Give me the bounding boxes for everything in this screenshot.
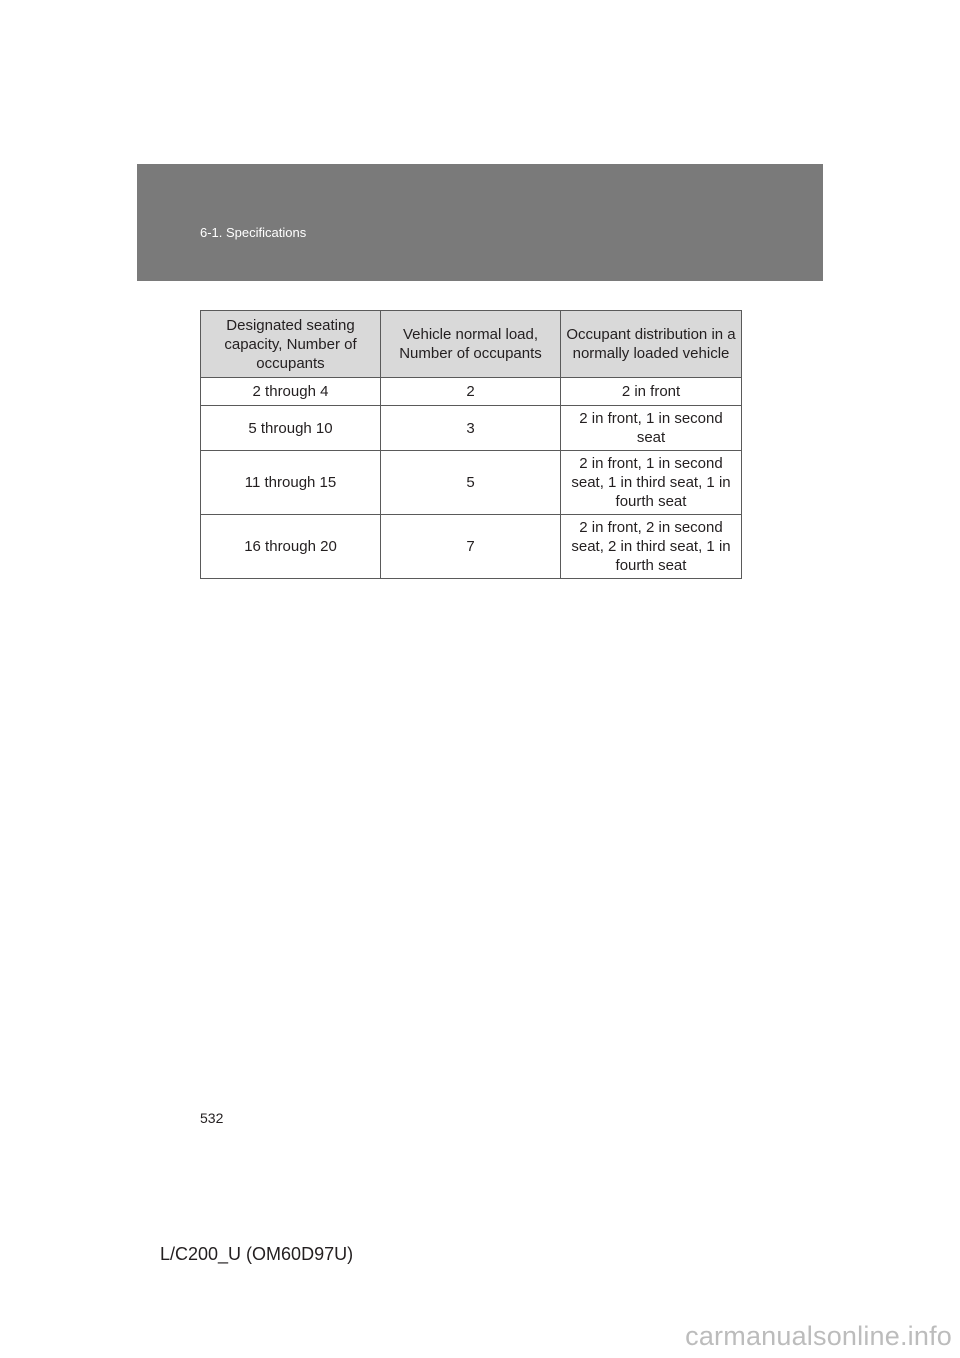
table-row bbox=[201, 451, 742, 515]
occupant-distribution-cell: 2 in front bbox=[561, 378, 742, 406]
column-header-occupant-distribution: Occupant distribution in a normally loaded vehicle bbox=[561, 311, 742, 378]
occupant-distribution-cell: 2 in front, 2 in second seat, 2 in third seat, 1 in fourth seat bbox=[561, 515, 742, 579]
seating-capacity-cell: 11 through 15 bbox=[201, 451, 381, 515]
section-header-band bbox=[137, 164, 823, 281]
column-header-seating-capacity: Designated seating capacity, Number of occupants bbox=[201, 311, 381, 378]
occupant-distribution-cell: 2 in front, 1 in second seat, 1 in third seat, 1 in fourth seat bbox=[561, 451, 742, 515]
table-row bbox=[201, 378, 742, 406]
normal-load-cell: 7 bbox=[381, 515, 561, 579]
page-number: 532 bbox=[200, 1110, 224, 1126]
seating-capacity-cell: 16 through 20 bbox=[201, 515, 381, 579]
normal-load-cell: 2 bbox=[381, 378, 561, 406]
section-title: 6-1. Specifications bbox=[200, 225, 307, 240]
occupant-load-table bbox=[200, 310, 742, 579]
watermark-link[interactable]: carmanualsonline.info bbox=[685, 1321, 952, 1351]
occupant-distribution-cell: 2 in front, 1 in second seat bbox=[561, 406, 742, 451]
normal-load-cell: 3 bbox=[381, 406, 561, 451]
table-row bbox=[201, 515, 742, 579]
table-row bbox=[201, 406, 742, 451]
seating-capacity-cell: 2 through 4 bbox=[201, 378, 381, 406]
seating-capacity-cell: 5 through 10 bbox=[201, 406, 381, 451]
document-code: L/C200_U (OM60D97U) bbox=[160, 1244, 354, 1264]
column-header-normal-load: Vehicle normal load, Number of occupants bbox=[381, 311, 561, 378]
normal-load-cell: 5 bbox=[381, 451, 561, 515]
table-header-row bbox=[201, 311, 742, 378]
